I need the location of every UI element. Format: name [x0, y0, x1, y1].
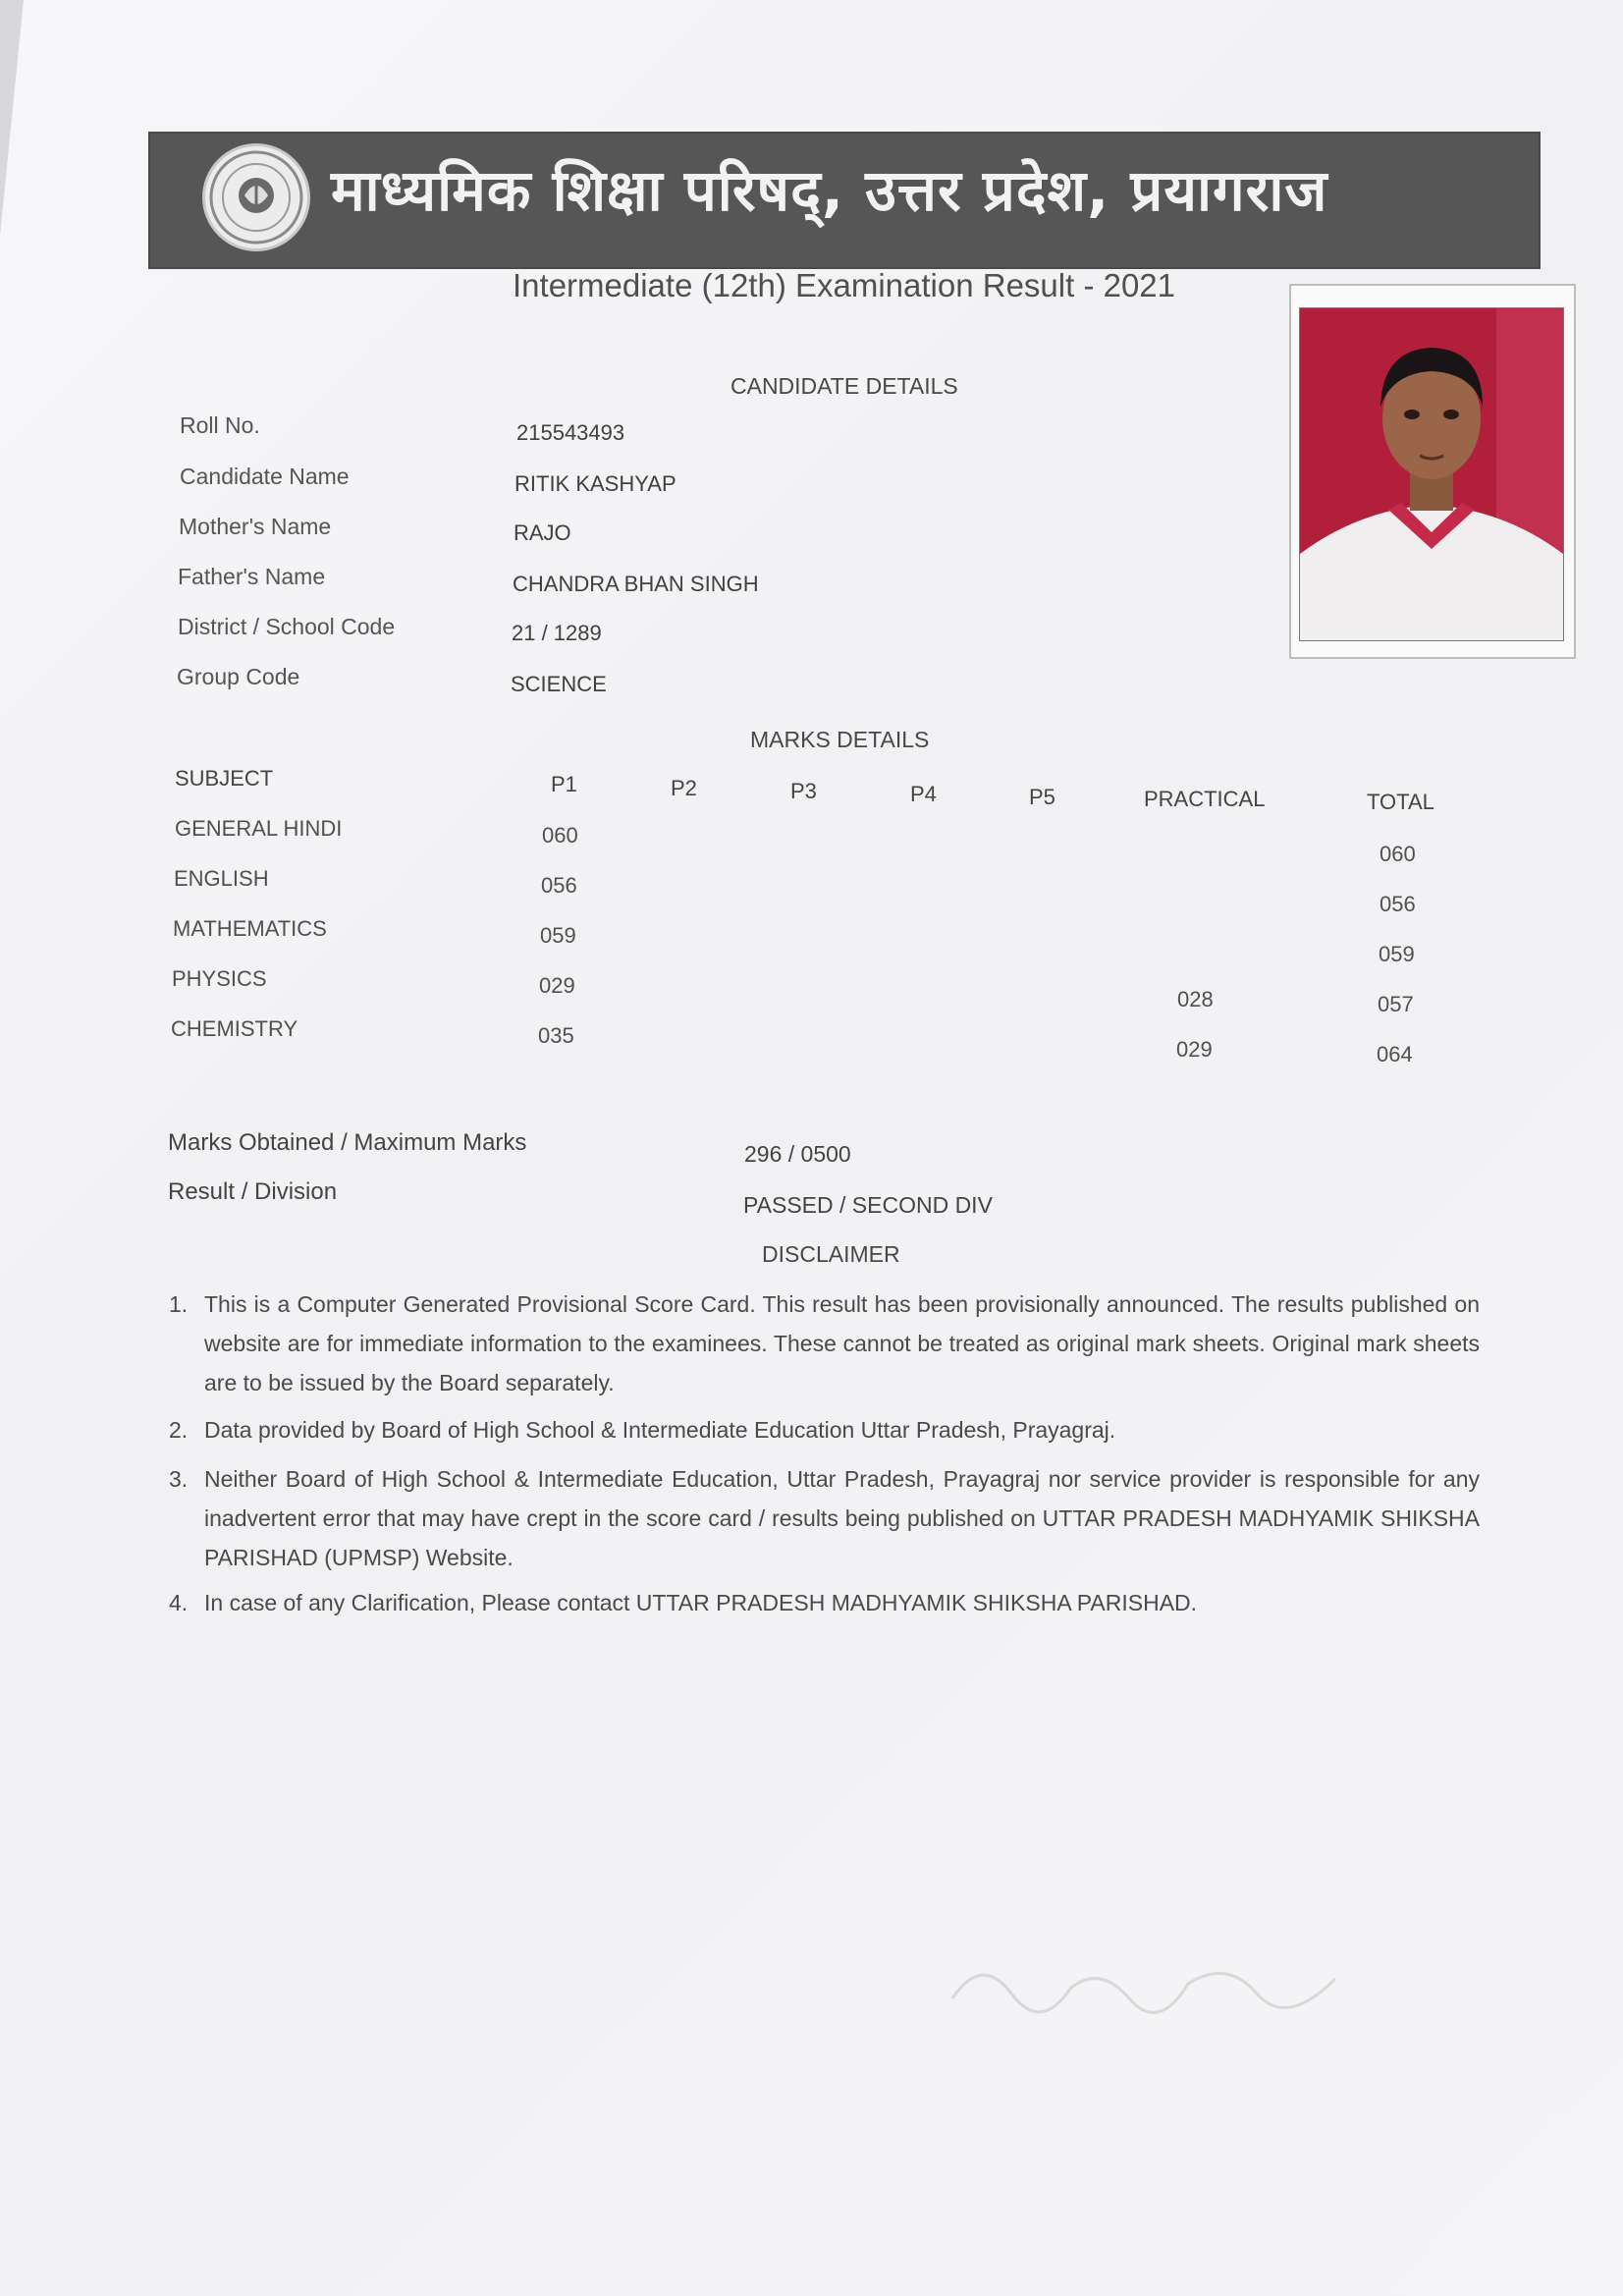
disclaimer-item — [169, 1410, 1480, 1449]
disclaimer-item — [169, 1583, 1480, 1622]
photo-frame — [1289, 284, 1576, 659]
up-board-emblem-icon — [202, 143, 310, 251]
district-school-code-label: District / School Code — [178, 614, 396, 639]
subject-name: PHYSICS — [172, 966, 267, 991]
roll-no-label: Roll No. — [180, 412, 260, 438]
column-p2: P2 — [671, 776, 697, 800]
candidate-details-heading: CANDIDATE DETAILS — [730, 373, 958, 399]
candidate-name-value: RITIK KASHYAP — [514, 471, 676, 496]
disclaimer-number: 2. — [169, 1417, 189, 1443]
total-mark: 060 — [1380, 842, 1416, 866]
paper-fold-corner — [0, 0, 24, 236]
disclaimer-text: Data provided by Board of High School & Intermediate Education Uttar Pradesh, Prayagraj. — [204, 1417, 1116, 1443]
disclaimer-text: This is a Computer Generated Provisional Score Card. This result has been provisionally announced. The results published on website are for immediate information to the examinees. These cannot be treated as original mark sheets. Original mark sheets are to be issued by the Board separately. — [204, 1291, 1480, 1395]
mother-name-label: Mother's Name — [179, 514, 332, 539]
p1-mark: 029 — [539, 973, 575, 998]
disclaimer-item — [169, 1459, 1480, 1577]
p1-mark: 059 — [540, 923, 576, 948]
disclaimer-item — [169, 1285, 1480, 1402]
marks-obtained-label: Marks Obtained / Maximum Marks — [168, 1129, 527, 1156]
subject-name: CHEMISTRY — [171, 1016, 298, 1041]
column-p3: P3 — [790, 779, 817, 803]
disclaimer-text: Neither Board of High School & Intermediate Education, Uttar Pradesh, Prayagraj nor service provider is responsible for any inadvertent error that may have crept in the score card / results being published on UTTAR PRADESH MADHYAMIK SHIKSHA PARISHAD (UPMSP) Website. — [204, 1466, 1480, 1570]
practical-mark: 029 — [1176, 1037, 1213, 1062]
result-division-label: Result / Division — [168, 1178, 338, 1205]
total-mark: 059 — [1379, 942, 1415, 966]
p1-mark: 035 — [538, 1023, 574, 1048]
group-code-label: Group Code — [177, 664, 300, 689]
exam-title: Intermediate (12th) Examination Result - 2021 — [513, 267, 1176, 303]
marks-details-heading: MARKS DETAILS — [750, 727, 930, 752]
group-code-value: SCIENCE — [511, 672, 607, 696]
disclaimer-number: 1. — [169, 1291, 189, 1317]
board-name-title: माध्यमिक शिक्षा परिषद्, उत्तर प्रदेश, प्रयागराज — [331, 157, 1328, 224]
marks-obtained-value: 296 / 0500 — [744, 1141, 851, 1167]
header-banner — [148, 132, 1541, 269]
total-mark: 056 — [1380, 892, 1416, 916]
disclaimer-text: In case of any Clarification, Please contact UTTAR PRADESH MADHYAMIK SHIKSHA PARISHAD. — [204, 1590, 1198, 1615]
column-total: TOTAL — [1367, 790, 1434, 814]
column-p1: P1 — [551, 772, 577, 796]
faint-signature-mark — [943, 1944, 1355, 2023]
subject-name: MATHEMATICS — [173, 916, 327, 941]
practical-mark: 028 — [1177, 987, 1214, 1011]
column-practical: PRACTICAL — [1144, 787, 1266, 811]
column-p4: P4 — [910, 782, 937, 806]
p1-mark: 056 — [541, 873, 577, 898]
subject-name: ENGLISH — [174, 866, 269, 891]
father-name-label: Father's Name — [178, 564, 326, 589]
result-division-value: PASSED / SECOND DIV — [743, 1192, 993, 1218]
p1-mark: 060 — [542, 823, 578, 847]
disclaimer-heading: DISCLAIMER — [762, 1241, 900, 1267]
mother-name-value: RAJO — [514, 520, 571, 545]
candidate-name-label: Candidate Name — [180, 464, 350, 489]
total-mark: 057 — [1378, 992, 1414, 1016]
father-name-value: CHANDRA BHAN SINGH — [513, 572, 759, 596]
roll-no-value: 215543493 — [516, 420, 625, 445]
column-p5: P5 — [1029, 785, 1055, 809]
candidate-photo-icon — [1299, 307, 1564, 641]
disclaimer-number: 4. — [169, 1590, 189, 1615]
disclaimer-number: 3. — [169, 1466, 189, 1492]
subject-name: GENERAL HINDI — [175, 816, 343, 841]
column-subject: SUBJECT — [175, 766, 274, 791]
total-mark: 064 — [1377, 1042, 1413, 1066]
district-school-code-value: 21 / 1289 — [512, 621, 602, 645]
